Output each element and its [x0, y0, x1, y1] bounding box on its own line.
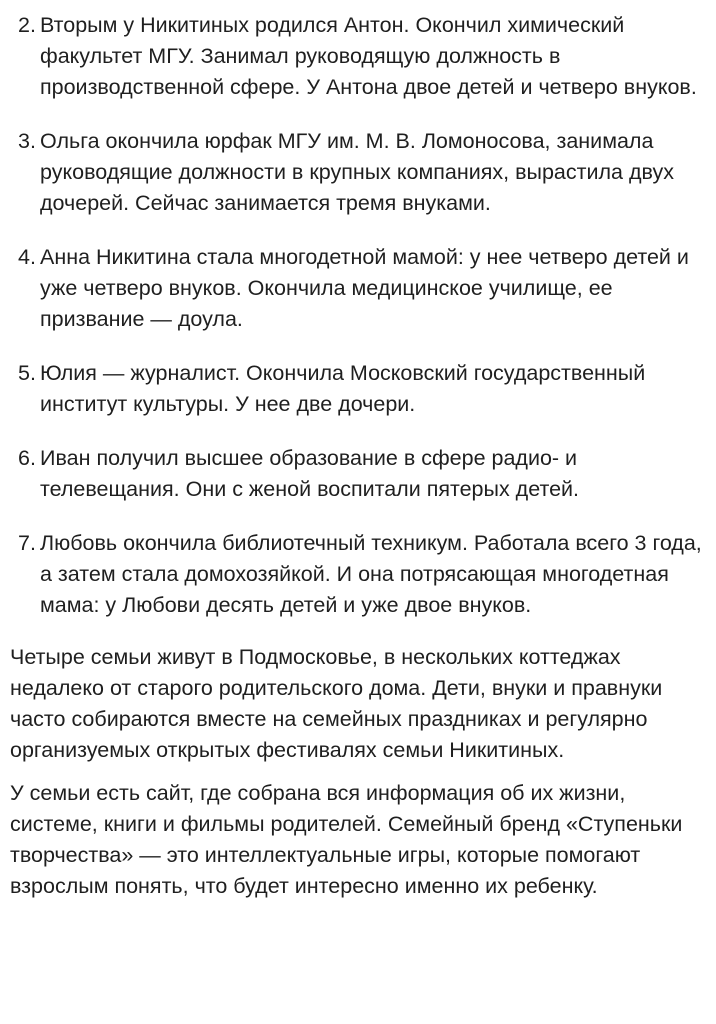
list-number: 2.	[18, 13, 36, 37]
list-item-4	[10, 242, 702, 335]
list-item-text: Ольга окончила юрфак МГУ им. М. В. Ломоносова, занимала руководящие должности в крупных компаниях, вырастила двух дочерей. Сейчас занимается тремя внуками.	[40, 129, 674, 215]
list-number: 7.	[18, 531, 36, 555]
list-item-3	[10, 126, 702, 219]
list-item-text: Анна Никитина стала многодетной мамой: у нее четверо детей и уже четверо внуков. Окончила медицинское училище, ее призвание — доула.	[40, 245, 689, 331]
list-item-6	[10, 443, 702, 505]
list-number: 6.	[18, 446, 36, 470]
list-item-text: Любовь окончила библиотечный техникум. Работала всего 3 года, а затем стала домохозяйкой. И она потрясающая многодетная мама: у Любови десять детей и уже двое внуков.	[40, 531, 702, 617]
list-item-2	[10, 10, 702, 103]
paragraph-family-website: У семьи есть сайт, где собрана вся информация об их жизни, системе, книги и фильмы родителей. Семейный бренд «Ступеньки творчества» — это интеллектуальные игры, которые помогают взрослым понять, что будет интересно именно их ребенку.	[10, 781, 683, 898]
list-item-text: Вторым у Никитиных родился Антон. Окончил химический факультет МГУ. Занимал руководящую должность в производственной сфере. У Антона двое детей и четверо внуков.	[40, 13, 697, 99]
list-number: 3.	[18, 129, 36, 153]
list-item-text: Иван получил высшее образование в сфере радио- и телевещания. Они с женой воспитали пятерых детей.	[40, 446, 580, 501]
paragraph-family-homes: Четыре семьи живут в Подмосковье, в нескольких коттеджах недалеко от старого родительского дома. Дети, внуки и правнуки часто собираются вместе на семейных праздниках и регулярно организуемых открытых фестивалях семьи Никитиных.	[10, 645, 663, 762]
list-number: 5.	[18, 361, 36, 385]
numbered-list	[10, 10, 702, 621]
list-item-text: Юлия — журналист. Окончила Московский государственный институт культуры. У нее две дочери.	[40, 361, 646, 416]
list-number: 4.	[18, 245, 36, 269]
list-item-5	[10, 358, 702, 420]
list-item-7	[10, 528, 702, 621]
